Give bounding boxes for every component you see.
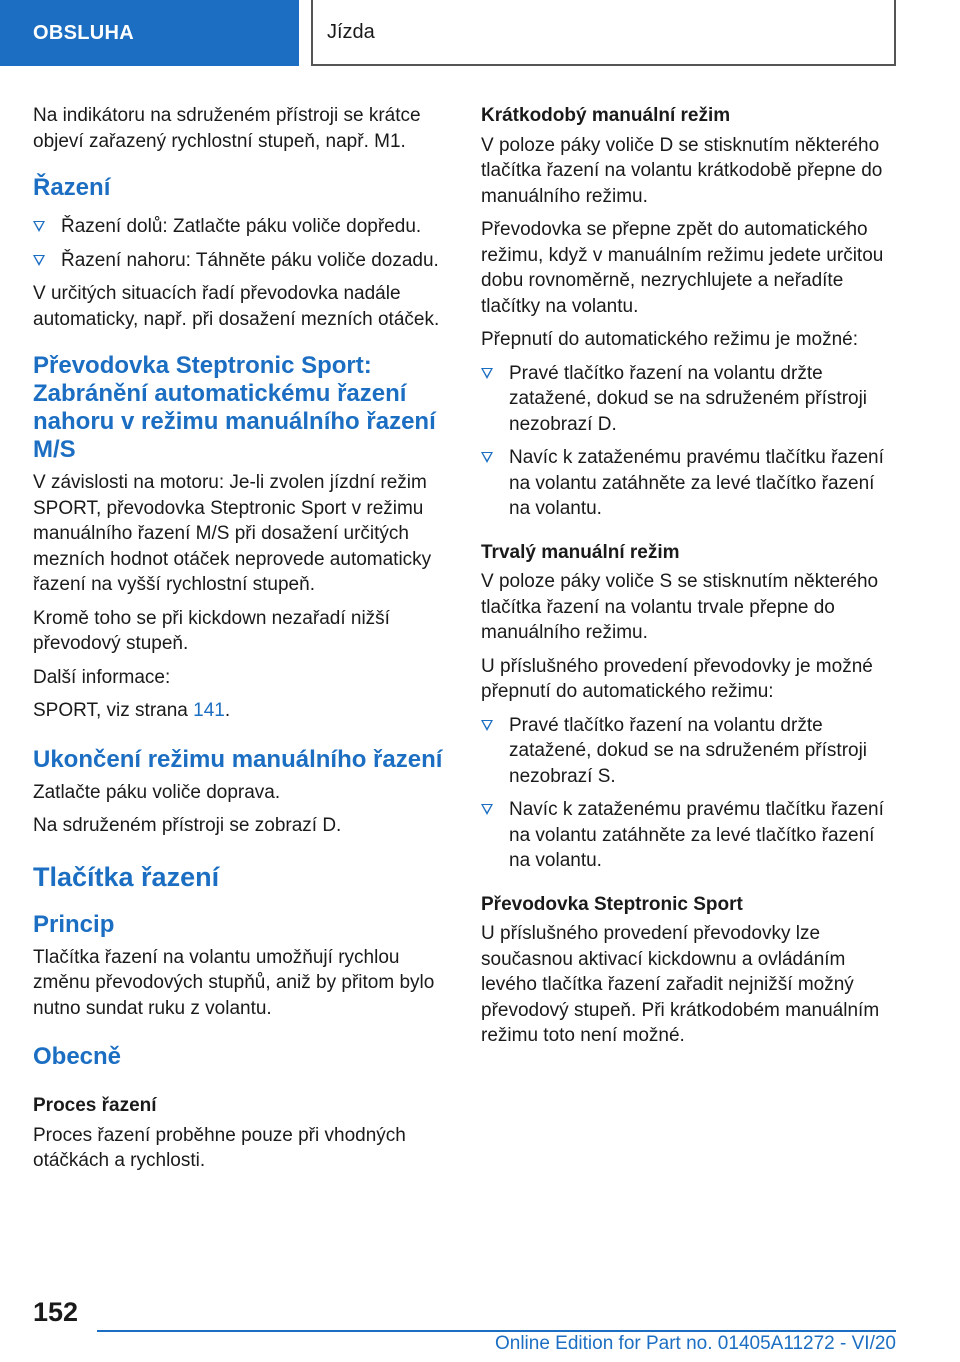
- list-item: [481, 713, 897, 790]
- heading-obecne: Obecně: [33, 1043, 122, 1070]
- razeni-bullet-list: [33, 214, 449, 273]
- list-item-text: Pravé tlačítko řazení na volantu držte zatažené, dokud se na sdruženém přístroji nezobrazí S.: [509, 714, 868, 787]
- trvaly-paragraph-2: U příslušného provedení převodovky je možné přepnutí do automatického režimu:: [481, 655, 873, 702]
- ukonceni-paragraph-1: Zatlačte páku voliče doprava.: [33, 781, 281, 803]
- header-chapter-title: Jízda: [311, 0, 896, 66]
- ukonceni-paragraph-2: Na sdruženém přístroji se zobrazí D.: [33, 815, 342, 836]
- triangle-bullet-icon: [33, 255, 45, 266]
- steptronic-paragraph-3: Další informace:: [33, 666, 171, 688]
- left-column: [33, 103, 449, 1182]
- list-item-text: Pravé tlačítko řazení na volantu držte zatažené, dokud se na sdruženém přístroji nezobrazí D.: [509, 362, 868, 435]
- reference-text: SPORT, viz strana: [33, 700, 194, 721]
- list-item: [33, 248, 449, 274]
- heading-proces: Proces řazení: [33, 1095, 157, 1116]
- list-item: [481, 797, 897, 874]
- reference-end: .: [224, 700, 231, 721]
- list-item: [481, 361, 897, 438]
- sport-paragraph: U příslušného provedení převodovky lze současnou aktivací kickdownu a ovládáním levého tlačítka řazení zařadit nejnižší možný převodový stupeň. Při krátkodobém manuálním režimu toto není možné.: [481, 923, 880, 1046]
- triangle-bullet-icon: [481, 452, 493, 463]
- page-link-141[interactable]: 141: [193, 700, 225, 721]
- list-item-text: Navíc k zataženému pravému tlačítku řazení na volantu zatáhněte za levé tlačítko řazení na volantu.: [509, 447, 884, 519]
- heading-trvaly: Trvalý manuální režim: [481, 541, 680, 563]
- kratkodoby-paragraph-1: V poloze páky voliče D se stisknutím některého tlačítka řazení na volantu krátkodobě přepne do manuálního režimu.: [481, 134, 883, 207]
- list-item: [33, 214, 449, 240]
- triangle-bullet-icon: [481, 720, 493, 731]
- list-item: [481, 445, 897, 522]
- triangle-bullet-icon: [33, 221, 45, 232]
- heading-steptronic: Převodovka Steptronic Sport: Zabránění automatickému řazení nahoru v režimu manuálního řazení M/S: [33, 352, 436, 463]
- footer-divider: [97, 1330, 896, 1332]
- heading-tlacitka: Tlačítka řazení: [33, 861, 220, 892]
- intro-paragraph: Na indikátoru na sdruženém přístroji se krátce objeví zařazený rychlostní stupeň, např. M1.: [33, 105, 421, 152]
- list-item-text: Navíc k zataženému pravému tlačítku řazení na volantu zatáhněte za levé tlačítko řazení na volantu.: [509, 799, 884, 871]
- triangle-bullet-icon: [481, 368, 493, 379]
- kratkodoby-paragraph-3: Přepnutí do automatického režimu je možné:: [481, 329, 859, 350]
- kratkodoby-paragraph-2: Převodovka se přepne zpět do automatického režimu, když v manuálním režimu jedete určitou dobu rovnoměrně, nezrychlujete a neřadíte tlačítky na volantu.: [481, 219, 884, 317]
- header-section-tab: OBSLUHA: [0, 0, 299, 66]
- heading-kratkodoby: Krátkodobý manuální režim: [481, 105, 731, 126]
- trvaly-bullet-list: [481, 713, 897, 874]
- list-item-text: Řazení nahoru: Táhněte páku voliče dozadu.: [61, 249, 439, 271]
- steptronic-reference: [33, 698, 449, 724]
- heading-ukonceni: Ukončení režimu manuálního řazení: [33, 745, 443, 773]
- proces-paragraph: Proces řazení proběhne pouze při vhodných otáčkách a rychlosti.: [33, 1124, 406, 1171]
- page-number: 152: [33, 1297, 79, 1327]
- razeni-note: V určitých situacích řadí převodovka nadále automaticky, např. při dosažení mezních otáček.: [33, 283, 440, 330]
- kratkodoby-bullet-list: [481, 361, 897, 522]
- heading-princip: Princip: [33, 910, 115, 938]
- steptronic-paragraph-1: V závislosti na motoru: Je-li zvolen jízdní režim SPORT, převodovka Steptronic Sport v režimu manuálního řazení M/S při dosažení určitých mezních hodnot otáček neprovede automaticky řazení na vyšší rychlostní stupeň.: [33, 472, 432, 595]
- trvaly-paragraph-1: V poloze páky voliče S se stisknutím některého tlačítka řazení na volantu trvale přepne do manuálního režimu.: [481, 571, 879, 643]
- footer-edition: Online Edition for Part no. 01405A11272 - VI/20: [494, 1333, 896, 1354]
- princip-paragraph: Tlačítka řazení na volantu umožňují rychlou změnu převodových stupňů, aniž by přitom bylo nutno sundat ruku z volantu.: [33, 946, 435, 1019]
- list-item-text: Řazení dolů: Zatlačte páku voliče dopředu.: [61, 216, 422, 237]
- right-column: [481, 103, 897, 1057]
- triangle-bullet-icon: [481, 804, 493, 815]
- steptronic-paragraph-2: Kromě toho se při kickdown nezařadí nižší převodový stupeň.: [33, 607, 390, 654]
- heading-razeni: Řazení: [33, 174, 111, 201]
- heading-sport: Převodovka Steptronic Sport: [481, 893, 743, 915]
